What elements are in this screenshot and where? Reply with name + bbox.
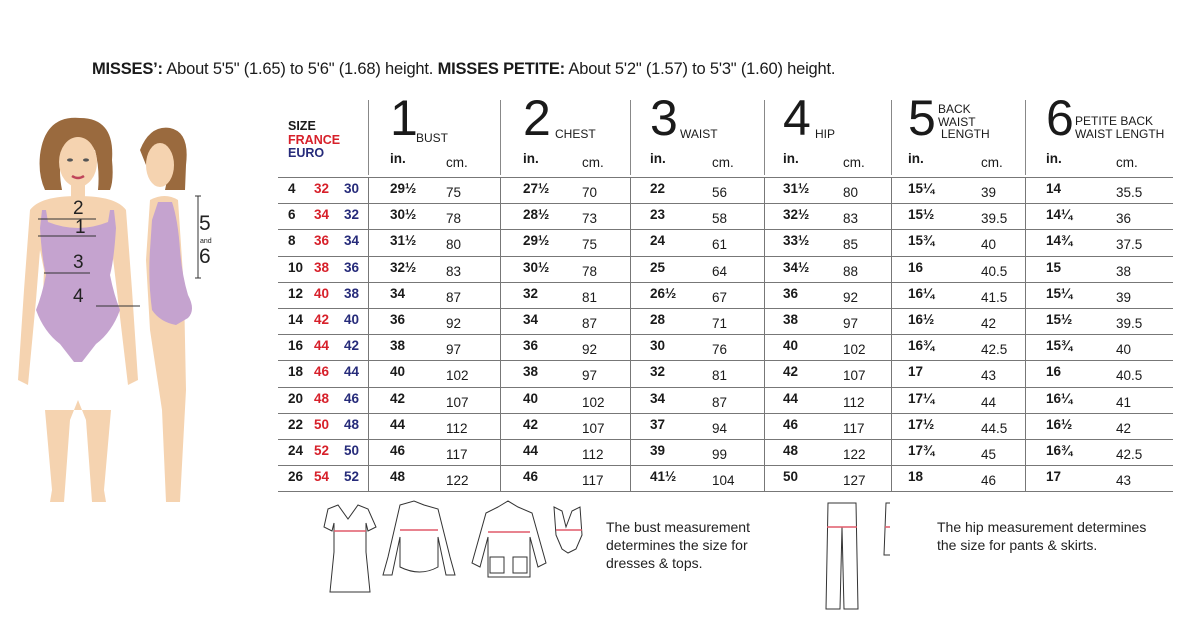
bust-cm: 80 bbox=[446, 237, 462, 253]
bust-cm: 112 bbox=[446, 420, 468, 436]
bwl-cm: 43 bbox=[981, 368, 997, 384]
euro-size: 36 bbox=[344, 259, 360, 275]
us-size: 4 bbox=[288, 181, 296, 196]
waist-in: 41½ bbox=[650, 469, 677, 485]
us-size: 6 bbox=[288, 207, 296, 223]
chest-cm: 97 bbox=[582, 368, 598, 384]
marker-2: 2 bbox=[73, 198, 84, 219]
waist-cm: 56 bbox=[712, 185, 728, 200]
euro-size: 34 bbox=[344, 233, 360, 249]
pbwl-cm: 39.5 bbox=[1116, 315, 1143, 331]
bwl-in: 17 bbox=[908, 364, 924, 380]
us-size: 20 bbox=[288, 390, 304, 406]
hip-cm: 102 bbox=[843, 342, 866, 358]
petite-label: MISSES PETITE: bbox=[437, 60, 565, 78]
bwl-cm: 40.5 bbox=[981, 263, 1008, 279]
us-size: 16 bbox=[288, 338, 304, 354]
bwl-in: 17¾ bbox=[908, 442, 935, 458]
us-size: 12 bbox=[288, 285, 304, 301]
hip-cm: 117 bbox=[843, 420, 865, 436]
bust-cm: 78 bbox=[446, 211, 462, 227]
waist-in: 39 bbox=[650, 442, 666, 458]
unit-cm: cm. bbox=[446, 155, 468, 170]
hip-in: 36 bbox=[783, 285, 799, 301]
petite-text: About 5'2" (1.57) to 5'3" (1.60) height. bbox=[564, 60, 836, 78]
pants-icon bbox=[826, 503, 858, 609]
column-name: CHEST bbox=[555, 127, 596, 141]
table-row bbox=[278, 308, 1173, 334]
pbwl-in: 17 bbox=[1046, 469, 1062, 485]
us-size: 22 bbox=[288, 416, 304, 432]
chest-cm: 92 bbox=[582, 342, 598, 358]
unit-in: in. bbox=[908, 151, 924, 166]
bust-in: 42 bbox=[390, 390, 406, 406]
misses-label: MISSES’: bbox=[92, 60, 163, 78]
waist-cm: 94 bbox=[712, 420, 728, 436]
hip-in: 40 bbox=[783, 338, 799, 354]
unit-cm: cm. bbox=[582, 155, 604, 170]
chest-cm: 70 bbox=[582, 185, 598, 200]
hip-in: 48 bbox=[783, 442, 799, 458]
unit-in: in. bbox=[523, 151, 539, 166]
us-size: 26 bbox=[288, 469, 304, 485]
table-row bbox=[278, 387, 1173, 413]
waist-cm: 64 bbox=[712, 263, 728, 279]
bust-in: 30½ bbox=[390, 207, 417, 223]
chest-cm: 75 bbox=[582, 237, 598, 253]
unit-in: in. bbox=[650, 151, 666, 166]
table-row bbox=[278, 439, 1173, 465]
marker-and: and bbox=[200, 238, 212, 245]
bwl-in: 15¼ bbox=[908, 181, 935, 196]
pbwl-in: 15¼ bbox=[1046, 285, 1073, 301]
bwl-in: 15¾ bbox=[908, 233, 935, 249]
column-number: 4 bbox=[783, 90, 811, 146]
bwl-in: 16½ bbox=[908, 311, 935, 327]
hip-in: 38 bbox=[783, 311, 799, 327]
bust-in: 34 bbox=[390, 285, 406, 301]
bwl-in: 15½ bbox=[908, 207, 935, 223]
measurement-figures bbox=[0, 110, 270, 510]
hip-in: 44 bbox=[783, 390, 799, 406]
unit-cm: cm. bbox=[843, 155, 865, 170]
france-label: FRANCE bbox=[288, 132, 341, 147]
marker-5: 5 bbox=[199, 212, 211, 235]
hip-cm: 112 bbox=[843, 394, 865, 410]
pbwl-in: 16¼ bbox=[1046, 390, 1073, 406]
pbwl-in: 16 bbox=[1046, 364, 1062, 380]
waist-cm: 104 bbox=[712, 473, 735, 489]
hip-cm: 97 bbox=[843, 315, 859, 331]
waist-in: 32 bbox=[650, 364, 666, 380]
front-figure bbox=[18, 118, 140, 502]
pbwl-in: 14 bbox=[1046, 181, 1062, 196]
bust-cm: 122 bbox=[446, 473, 469, 489]
france-size: 42 bbox=[314, 311, 330, 327]
waist-cm: 81 bbox=[712, 368, 728, 384]
bwl-cm: 42 bbox=[981, 315, 997, 331]
side-figure bbox=[140, 128, 192, 502]
bwl-in: 18 bbox=[908, 469, 924, 485]
pbwl-cm: 42 bbox=[1116, 420, 1132, 436]
france-size: 44 bbox=[314, 338, 330, 354]
chest-cm: 112 bbox=[582, 446, 604, 462]
waist-cm: 71 bbox=[712, 315, 728, 331]
france-size: 48 bbox=[314, 390, 330, 406]
bust-in: 36 bbox=[390, 311, 406, 327]
hip-in: 32½ bbox=[783, 207, 810, 223]
euro-size: 30 bbox=[344, 181, 360, 196]
hip-in: 33½ bbox=[783, 233, 810, 249]
bwl-cm: 39.5 bbox=[981, 211, 1008, 227]
unit-in: in. bbox=[1046, 151, 1062, 166]
pbwl-cm: 41 bbox=[1116, 394, 1132, 410]
unit-cm: cm. bbox=[712, 155, 734, 170]
bwl-cm: 45 bbox=[981, 446, 997, 462]
bwl-cm: 42.5 bbox=[981, 342, 1008, 358]
unit-in: in. bbox=[390, 151, 406, 166]
euro-size: 50 bbox=[344, 442, 360, 458]
waist-cm: 61 bbox=[712, 237, 728, 253]
euro-size: 44 bbox=[344, 364, 360, 380]
marker-3: 3 bbox=[73, 252, 84, 273]
waist-in: 22 bbox=[650, 181, 666, 196]
table-row bbox=[278, 465, 1173, 492]
bust-cm: 102 bbox=[446, 368, 469, 384]
pbwl-cm: 39 bbox=[1116, 289, 1132, 305]
waist-in: 30 bbox=[650, 338, 666, 354]
euro-size: 42 bbox=[344, 338, 360, 354]
bwl-cm: 40 bbox=[981, 237, 997, 253]
column-number: 5 bbox=[908, 90, 936, 146]
unit-cm: cm. bbox=[1116, 155, 1138, 170]
column-name: BUST bbox=[416, 131, 449, 145]
pbwl-cm: 37.5 bbox=[1116, 237, 1143, 253]
chest-cm: 117 bbox=[582, 473, 604, 489]
table-header bbox=[278, 90, 1173, 177]
waist-cm: 58 bbox=[712, 211, 728, 227]
table-row bbox=[278, 334, 1173, 360]
bust-in: 29½ bbox=[390, 181, 417, 196]
hip-in: 46 bbox=[783, 416, 799, 432]
table-row bbox=[278, 360, 1173, 386]
france-size: 46 bbox=[314, 364, 330, 380]
waist-in: 23 bbox=[650, 207, 666, 223]
euro-size: 40 bbox=[344, 311, 360, 327]
hip-cm: 88 bbox=[843, 263, 859, 279]
table-row bbox=[278, 256, 1173, 282]
column-number: 6 bbox=[1046, 90, 1074, 146]
table-row bbox=[278, 177, 1173, 203]
waist-cm: 76 bbox=[712, 342, 728, 358]
pbwl-cm: 40.5 bbox=[1116, 368, 1143, 384]
table-body bbox=[278, 177, 1173, 492]
waist-cm: 87 bbox=[712, 394, 728, 410]
column-number: 2 bbox=[523, 90, 551, 146]
bust-cm: 75 bbox=[446, 185, 462, 200]
waist-in: 34 bbox=[650, 390, 666, 406]
chest-cm: 81 bbox=[582, 289, 598, 305]
column-number: 3 bbox=[650, 90, 678, 146]
france-size: 34 bbox=[314, 207, 330, 223]
chest-in: 28½ bbox=[523, 207, 550, 223]
france-size: 54 bbox=[314, 469, 330, 485]
table-row bbox=[278, 413, 1173, 439]
pbwl-cm: 40 bbox=[1116, 342, 1132, 358]
chest-cm: 102 bbox=[582, 394, 605, 410]
garment-illustrations bbox=[310, 497, 890, 612]
waist-cm: 99 bbox=[712, 446, 728, 462]
pbwl-cm: 36 bbox=[1116, 211, 1132, 227]
france-size: 32 bbox=[314, 181, 330, 196]
bust-cm: 117 bbox=[446, 446, 468, 462]
hip-cm: 107 bbox=[843, 368, 866, 384]
pbwl-cm: 38 bbox=[1116, 263, 1132, 279]
euro-size: 32 bbox=[344, 207, 360, 223]
hip-in: 34½ bbox=[783, 259, 810, 275]
hip-cm: 85 bbox=[843, 237, 859, 253]
misses-text: About 5'5" (1.65) to 5'6" (1.68) height. bbox=[162, 60, 438, 78]
chest-in: 40 bbox=[523, 390, 539, 406]
hip-cm: 80 bbox=[843, 185, 859, 200]
pbwl-in: 16½ bbox=[1046, 416, 1073, 432]
chest-in: 42 bbox=[523, 416, 539, 432]
pbwl-in: 14¼ bbox=[1046, 207, 1073, 223]
chest-in: 29½ bbox=[523, 233, 550, 249]
marker-1: 1 bbox=[75, 217, 86, 238]
bwl-cm: 41.5 bbox=[981, 289, 1008, 305]
bust-in: 40 bbox=[390, 364, 406, 380]
france-size: 52 bbox=[314, 442, 330, 458]
column-name: BACK WAIST LENGTH bbox=[938, 102, 990, 141]
column-name: WAIST bbox=[680, 127, 718, 141]
pbwl-cm: 42.5 bbox=[1116, 446, 1143, 462]
bust-in: 46 bbox=[390, 442, 406, 458]
unit-cm: cm. bbox=[981, 155, 1003, 170]
pbwl-in: 16¾ bbox=[1046, 442, 1073, 458]
bust-in: 31½ bbox=[390, 233, 417, 249]
chest-cm: 73 bbox=[582, 211, 598, 227]
france-size: 50 bbox=[314, 416, 330, 432]
bust-in: 48 bbox=[390, 469, 406, 485]
bwl-in: 17½ bbox=[908, 416, 935, 432]
pbwl-in: 15¾ bbox=[1046, 338, 1073, 354]
table-row bbox=[278, 203, 1173, 229]
euro-size: 46 bbox=[344, 390, 360, 406]
bwl-in: 17¼ bbox=[908, 390, 935, 406]
hip-cm: 92 bbox=[843, 289, 859, 305]
chest-in: 32 bbox=[523, 285, 539, 301]
jacket-icon bbox=[472, 501, 546, 577]
hip-in: 50 bbox=[783, 469, 799, 485]
euro-label: EURO bbox=[288, 146, 325, 160]
us-size: 24 bbox=[288, 442, 304, 458]
pbwl-cm: 43 bbox=[1116, 473, 1132, 489]
column-name: HIP bbox=[815, 127, 836, 141]
bust-cm: 87 bbox=[446, 289, 462, 305]
waist-in: 24 bbox=[650, 233, 666, 249]
france-size: 38 bbox=[314, 259, 330, 275]
skirt-icon bbox=[884, 503, 890, 555]
hip-cm: 127 bbox=[843, 473, 866, 489]
euro-size: 48 bbox=[344, 416, 360, 432]
us-size: 8 bbox=[288, 233, 296, 249]
us-size: 10 bbox=[288, 259, 304, 275]
chest-in: 44 bbox=[523, 442, 539, 458]
hip-cm: 122 bbox=[843, 446, 866, 462]
bwl-in: 16¾ bbox=[908, 338, 935, 354]
bust-cm: 92 bbox=[446, 315, 462, 331]
bust-cm: 83 bbox=[446, 263, 462, 279]
chest-in: 38 bbox=[523, 364, 539, 380]
pbwl-in: 15½ bbox=[1046, 311, 1073, 327]
france-size: 36 bbox=[314, 233, 330, 249]
marker-4: 4 bbox=[73, 286, 84, 307]
waist-in: 26½ bbox=[650, 285, 677, 301]
hip-note: The hip measurement determines the size for pants & skirts. bbox=[937, 519, 1147, 553]
bust-cm: 107 bbox=[446, 394, 469, 410]
chest-cm: 107 bbox=[582, 420, 605, 436]
pbwl-cm: 35.5 bbox=[1116, 185, 1143, 200]
chest-cm: 78 bbox=[582, 263, 598, 279]
chest-in: 30½ bbox=[523, 259, 550, 275]
bust-in: 38 bbox=[390, 338, 406, 354]
euro-size: 38 bbox=[344, 285, 360, 301]
unit-in: in. bbox=[783, 151, 799, 166]
column-number: 1 bbox=[390, 90, 418, 146]
bust-note: The bust measurement determines the size for dresses & tops. bbox=[606, 519, 750, 571]
euro-size: 52 bbox=[344, 469, 360, 485]
waist-in: 25 bbox=[650, 259, 666, 275]
hip-in: 42 bbox=[783, 364, 799, 380]
bwl-cm: 44.5 bbox=[981, 420, 1008, 436]
hip-in: 31½ bbox=[783, 181, 810, 196]
france-size: 40 bbox=[314, 285, 330, 301]
bwl-in: 16 bbox=[908, 259, 924, 275]
bwl-cm: 39 bbox=[981, 185, 997, 200]
bust-in: 44 bbox=[390, 416, 406, 432]
table-row bbox=[278, 229, 1173, 255]
body-figure-illustration bbox=[0, 110, 270, 510]
chest-in: 36 bbox=[523, 338, 539, 354]
bust-cm: 97 bbox=[446, 342, 462, 358]
size-chart-table bbox=[278, 90, 1173, 492]
blouse-icon bbox=[383, 501, 455, 575]
chest-in: 34 bbox=[523, 311, 539, 327]
waist-in: 37 bbox=[650, 416, 666, 432]
table-row bbox=[278, 282, 1173, 308]
bwl-cm: 46 bbox=[981, 473, 997, 489]
us-size: 14 bbox=[288, 311, 304, 327]
size-label: SIZE bbox=[288, 119, 316, 133]
pbwl-in: 14¾ bbox=[1046, 233, 1073, 249]
size-legend bbox=[288, 120, 340, 161]
dress-icon bbox=[324, 505, 376, 592]
chest-in: 27½ bbox=[523, 181, 550, 196]
hip-cm: 83 bbox=[843, 211, 859, 227]
column-name: PETITE BACK WAIST LENGTH bbox=[1075, 114, 1165, 141]
chest-in: 46 bbox=[523, 469, 539, 485]
waist-cm: 67 bbox=[712, 289, 728, 305]
us-size: 18 bbox=[288, 364, 304, 380]
height-note bbox=[92, 60, 835, 79]
pbwl-in: 15 bbox=[1046, 259, 1062, 275]
waist-in: 28 bbox=[650, 311, 666, 327]
bwl-cm: 44 bbox=[981, 394, 997, 410]
bust-in: 32½ bbox=[390, 259, 417, 275]
bwl-in: 16¼ bbox=[908, 285, 935, 301]
marker-6: 6 bbox=[199, 245, 211, 268]
chest-cm: 87 bbox=[582, 315, 598, 331]
